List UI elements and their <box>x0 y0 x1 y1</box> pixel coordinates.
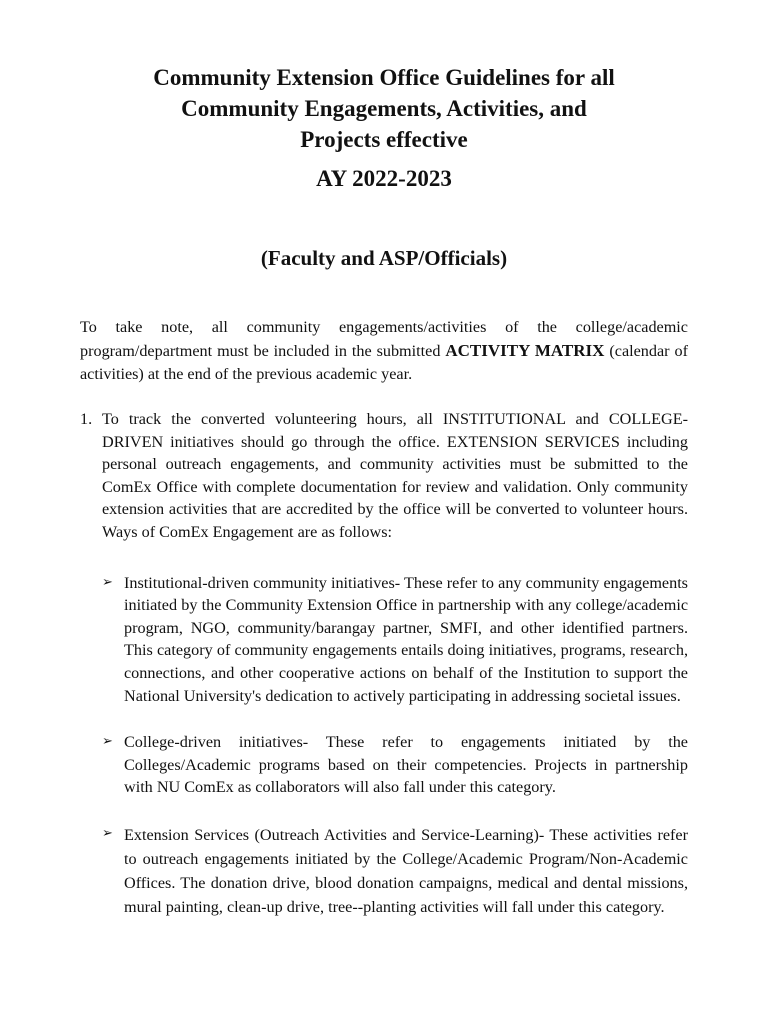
arrow-bullet-icon: ➢ <box>102 825 113 841</box>
title-line-1: Community Extension Office Guidelines for all <box>153 65 615 90</box>
intro-text-after: (calendar of activities) at the end of the previous academic year. <box>80 342 688 383</box>
guideline-number: 1. <box>80 410 93 428</box>
engagement-way-text: Institutional-driven community initiatives- These refer to any community engagements initiated by the Community Extension Office in partnership with any college/academic program, NGO, community/barangay partner, SMFI, and other identified partners. This category of community engagements entails doing initiatives, programs, research, connections, and other cooperative actions on behalf of the Institution to support the National University's dedication to actively participating in addressing societal issues. <box>124 573 688 705</box>
intro-text-before: To take note, all community engagements/activities of the college/academic program/department must be included in the submitted <box>80 318 688 360</box>
intro-paragraph <box>80 316 688 386</box>
document-subtitle: (Faculty and ASP/Officials) <box>260 246 508 270</box>
engagement-way-text: College-driven initiatives- These refer to engagements initiated by the Colleges/Academic programs based on their competencies. Projects in partnership with NU ComEx as collaborators will also fall under this category. <box>124 733 688 797</box>
arrow-bullet-icon: ➢ <box>102 734 113 750</box>
activity-matrix-emphasis: ACTIVITY MATRIX <box>445 341 605 360</box>
guideline-text: To track the converted volunteering hours, all INSTITUTIONAL and COLLEGE-DRIVEN initiatives should go through the office. EXTENSION SERVICES including personal outreach engagements, and community activities must be submitted to the ComEx Office with complete documentation for review and validation. Only community extension activities that are accredited by the office will be converted to volunteer hours. Ways of ComEx Engagement are as follows: <box>102 410 688 541</box>
engagement-way-item <box>102 572 688 708</box>
guideline-item <box>80 408 688 919</box>
engagement-way-item <box>102 823 688 919</box>
engagement-way-item <box>102 731 688 799</box>
document-title <box>80 62 688 155</box>
engagement-ways-list <box>102 572 688 919</box>
engagement-way-text: Extension Services (Outreach Activities and Service-Learning)- These activities refer to outreach engagements initiated by the College/Academic Program/Non-Academic Offices. The donation drive, blood donation campaigns, medical and dental missions, mural painting, clean-up drive, tree--planting activities will fall under this category. <box>124 825 688 916</box>
guidelines-list <box>80 408 688 919</box>
academic-year: AY 2022-2023 <box>316 166 452 191</box>
arrow-bullet-icon: ➢ <box>102 574 113 590</box>
title-line-2: Community Engagements, Activities, and <box>181 96 587 121</box>
title-line-3: Projects effective <box>300 127 468 152</box>
